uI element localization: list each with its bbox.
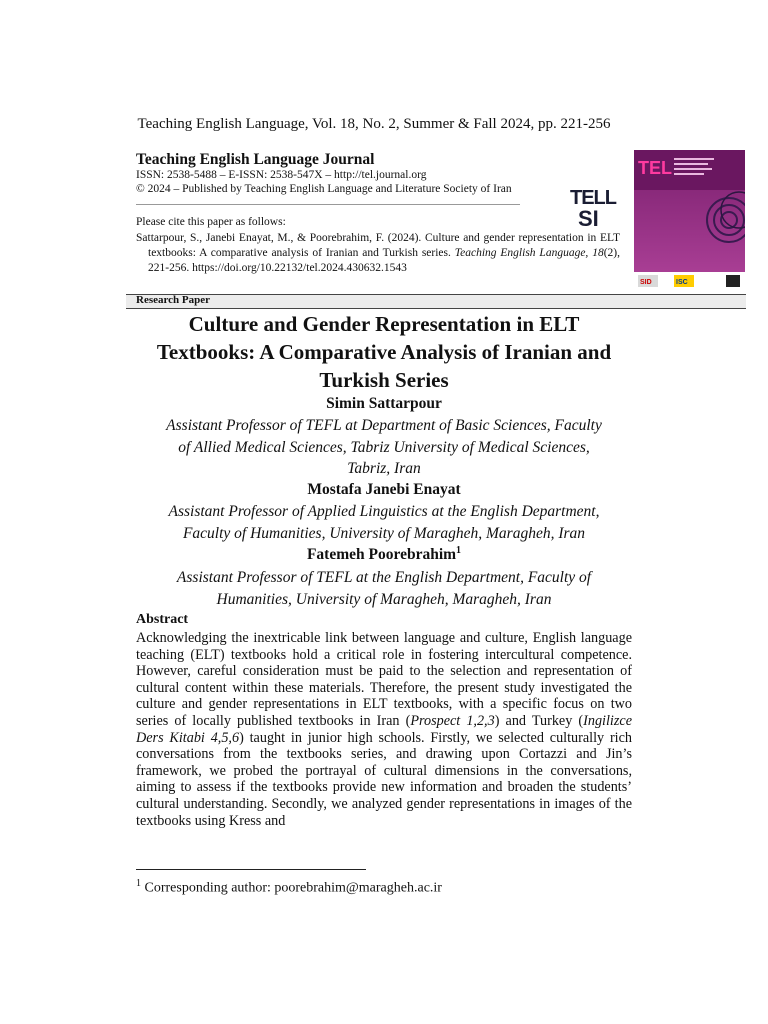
footnote-marker: 1 <box>456 545 462 556</box>
author-affiliation: Assistant Professor of Applied Linguistics at the English Department, Faculty of Humanities, University of Maragheh, Maragheh, Iran <box>168 503 600 542</box>
journal-cover-image <box>634 150 745 292</box>
citation-authors: Sattarpour, S., Janebi Enayat, M., & Poorebrahim, F. (2024). <box>136 232 422 244</box>
citation-issue: (2), 221-256. <box>148 247 620 274</box>
author-name-corresponding: Fatemeh Poorebrahim$^1$ <box>306 545 462 564</box>
svg-text:TELL: TELL <box>570 187 616 209</box>
journal-copyright: © 2024 – Published by Teaching English Language and Literature Society of Iran <box>136 183 512 195</box>
footnote-rule <box>136 869 366 870</box>
tellsi-logo <box>568 184 624 230</box>
author-name: Simin Sattarpour <box>326 395 442 412</box>
svg-text:SID: SID <box>640 279 652 286</box>
running-header: Teaching English Language, Vol. 18, No. 2, Summer & Fall 2024, pp. 221-256 <box>137 116 611 132</box>
cite-label: Please cite this paper as follows: <box>136 216 286 228</box>
citation-journal: Teaching English Language, 18 <box>454 247 604 259</box>
footnote: $^1$ Corresponding author: poorebrahim@maragheh.ac.ir <box>136 878 442 896</box>
title-line: Culture and Gender Representation in ELT <box>188 312 580 336</box>
svg-text:SI: SI <box>578 206 599 230</box>
header-divider <box>136 204 520 205</box>
citation-doi[interactable]: https://doi.org/10.22132/tel.2024.430632.1543 <box>192 262 407 274</box>
author-name: Mostafa Janebi Enayat <box>307 481 461 498</box>
abstract-body: Acknowledging the inextricable link between language and culture, English language teaching (ELT) textbooks hold a critical role in fostering intercultural competence. However, careful consideration must be paid to the selection and representation of cultural content within these materials. Therefore, the present study investigated the culture and gender representations in ELT textbooks, with a specific focus on two series of locally published textbooks in Iran (Prospect 1,2,3) and Turkey (Ingilizce Ders Kitabi 4,5,6) taught in junior high schools. Firstly, we selected culturally rich conversations from the textbooks series, and drawing upon Cortazzi and Jin’s framework, we probed the portrayal of cultural dimensions in the conversations, aiming to assess if the textbooks provide new information and broaden the students’ cultural understanding. Secondly, we analyzed gender representations in images of the textbooks using Kress and <box>136 630 633 829</box>
svg-text:ISC: ISC <box>676 279 688 286</box>
journal-issn: ISSN: 2538-5488 – E-ISSN: 2538-547X – http://tel.journal.org <box>136 169 427 181</box>
author-affiliation: Assistant Professor of TEFL at Department of Basic Sciences, Faculty of Allied Medical Sciences, Tabriz University of Medical Sciences, Tabriz, Iran <box>166 417 602 477</box>
svg-text:TEL: TEL <box>638 158 672 178</box>
title-line: Turkish Series <box>319 368 449 392</box>
section-bar <box>126 295 746 309</box>
citation-title: Culture and gender representation in ELT textbooks: A comparative analysis of Iranian and Turkish series. <box>148 232 620 259</box>
citation-block <box>136 231 620 276</box>
footnote-text: Corresponding author: poorebrahim@maragheh.ac.ir <box>144 880 442 896</box>
journal-name: Teaching English Language Journal <box>136 151 375 168</box>
paper-title <box>126 310 642 394</box>
author-affiliation: Assistant Professor of TEFL at the English Department, Faculty of Humanities, University of Maragheh, Maragheh, Iran <box>176 569 592 608</box>
title-line: Textbooks: A Comparative Analysis of Iranian and <box>156 340 612 364</box>
abstract-heading: Abstract <box>136 612 189 627</box>
section-label: Research Paper <box>136 294 211 306</box>
